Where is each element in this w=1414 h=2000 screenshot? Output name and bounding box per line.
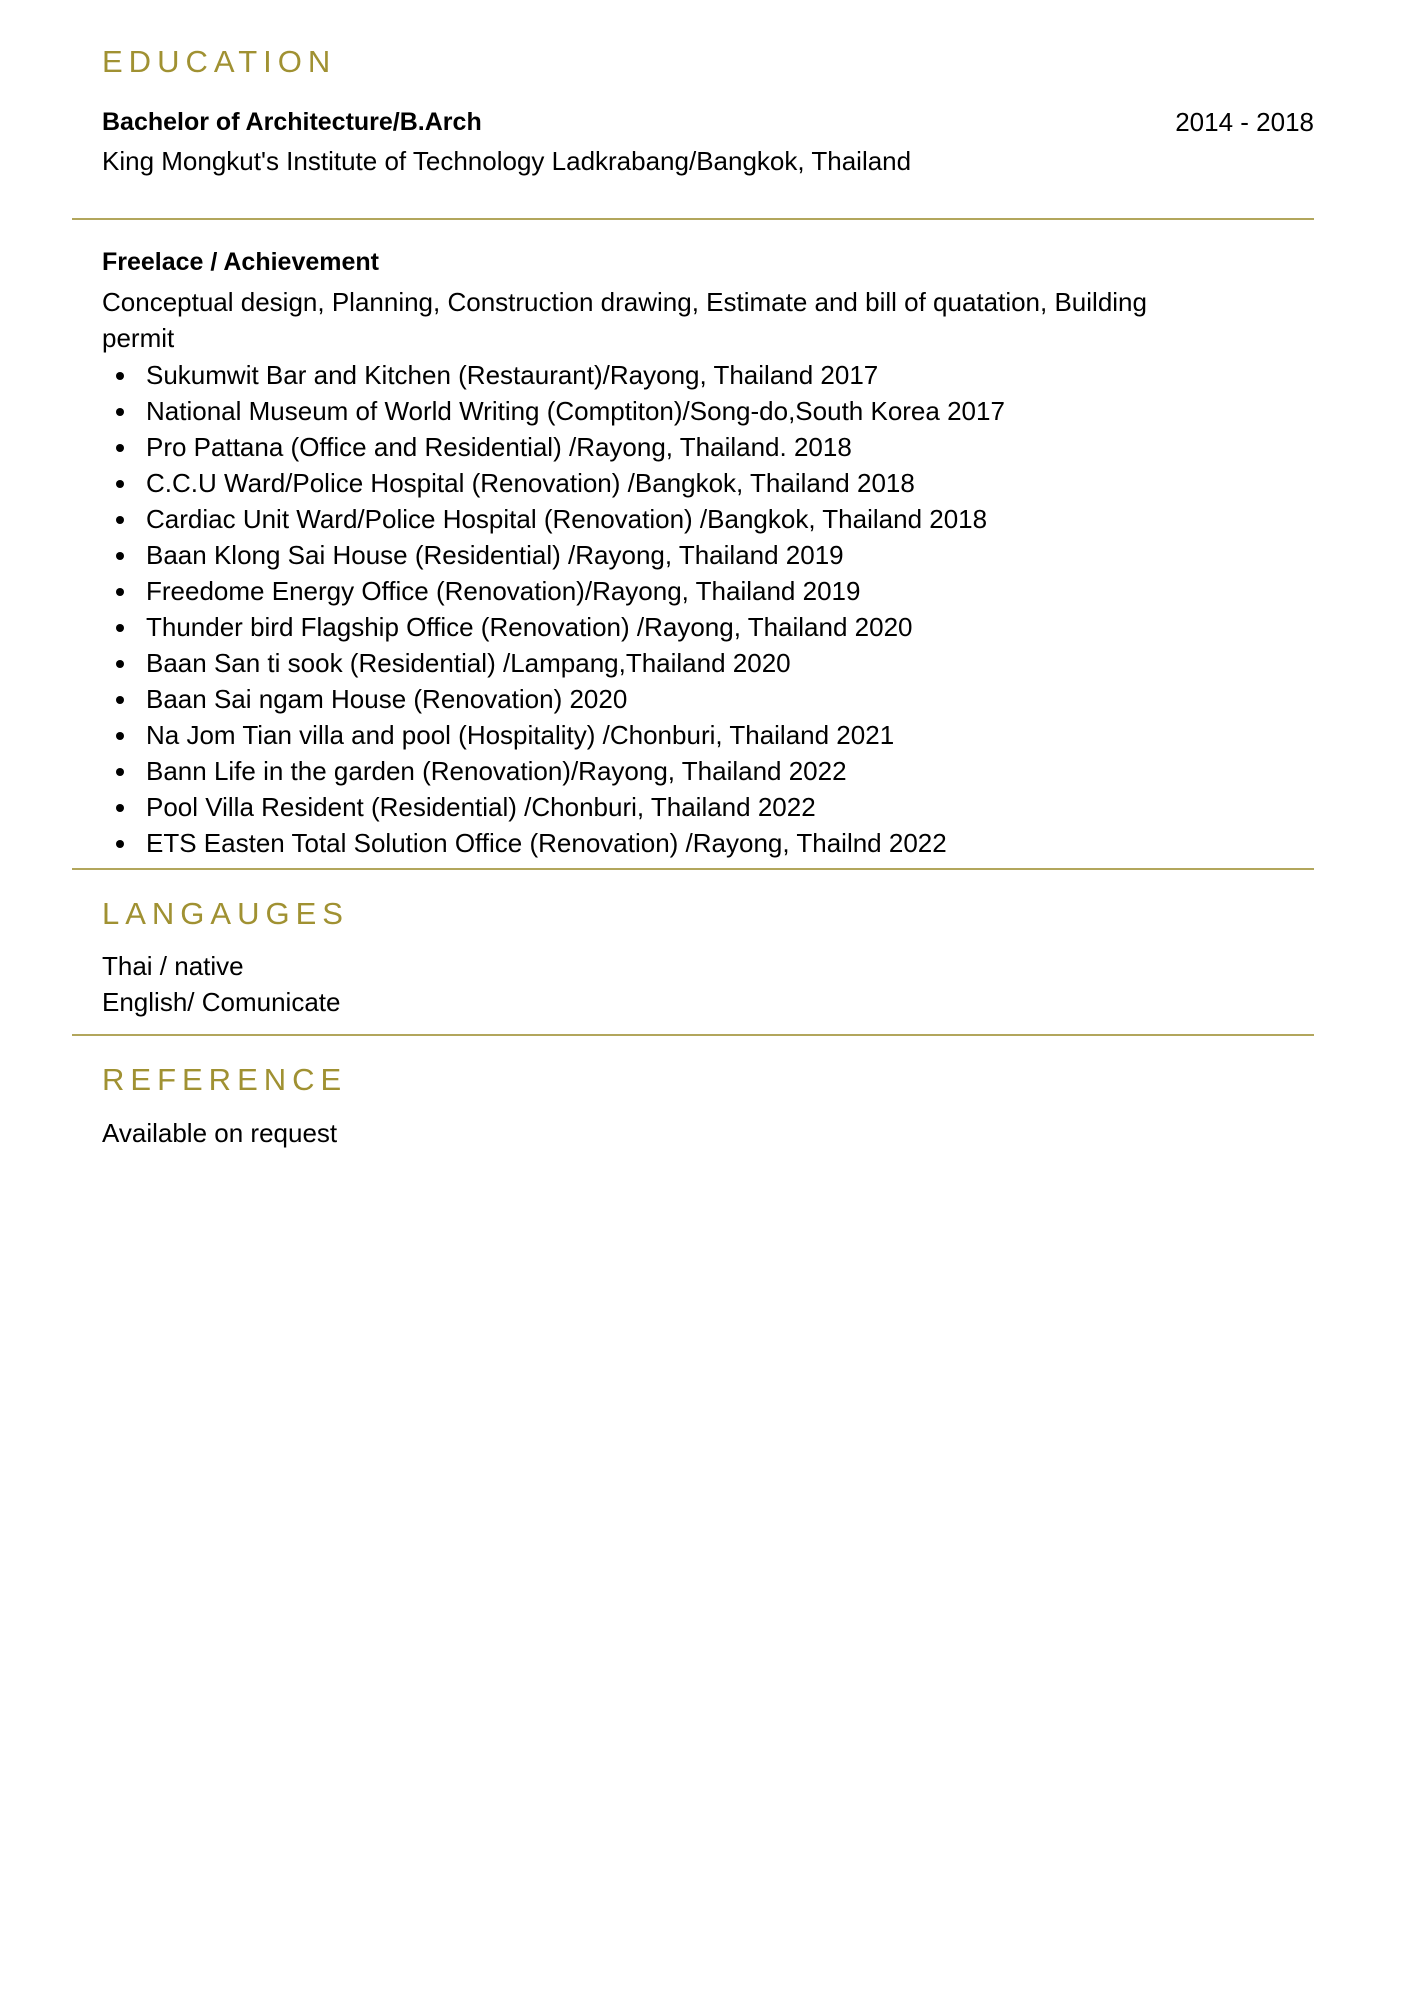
language-thai: Thai / native	[102, 951, 244, 981]
achievement-list	[102, 357, 1005, 861]
language-english: English/ Comunicate	[102, 987, 341, 1017]
list-item	[102, 393, 1005, 429]
bullet-icon	[116, 516, 124, 524]
bullet-icon	[116, 552, 124, 560]
list-item	[102, 681, 1005, 717]
section-divider	[72, 1034, 1314, 1036]
bullet-icon	[116, 840, 124, 848]
list-item	[102, 573, 1005, 609]
list-item	[102, 825, 1005, 861]
bullet-icon	[116, 696, 124, 704]
list-item-text: Baan Klong Sai House (Residential) /Rayong, Thailand 2019	[146, 540, 844, 570]
section-divider	[72, 868, 1314, 870]
list-item-text: Baan San ti sook (Residential) /Lampang,Thailand 2020	[146, 648, 791, 678]
list-item-text: Pool Villa Resident (Residential) /Chonburi, Thailand 2022	[146, 792, 816, 822]
list-item	[102, 609, 1005, 645]
freelance-description: Conceptual design, Planning, Construction drawing, Estimate and bill of quatation, Building permit	[102, 287, 1147, 353]
bullet-icon	[116, 768, 124, 776]
list-item-text: Sukumwit Bar and Kitchen (Restaurant)/Rayong, Thailand 2017	[146, 360, 879, 390]
list-item-text: Cardiac Unit Ward/Police Hospital (Renovation) /Bangkok, Thailand 2018	[146, 504, 988, 534]
freelance-title: Freelace / Achievement	[102, 248, 379, 276]
list-item	[102, 357, 1005, 393]
list-item	[102, 429, 1005, 465]
list-item	[102, 501, 1005, 537]
list-item	[102, 465, 1005, 501]
institution-name: King Mongkut's Institute of Technology Ladkrabang/Bangkok, Thailand	[102, 146, 912, 176]
education-years: 2014 - 2018	[1175, 107, 1314, 137]
list-item-text: Thunder bird Flagship Office (Renovation) /Rayong, Thailand 2020	[146, 612, 913, 642]
bullet-icon	[116, 660, 124, 668]
bullet-icon	[116, 804, 124, 812]
list-item	[102, 789, 1005, 825]
list-item	[102, 537, 1005, 573]
bullet-icon	[116, 480, 124, 488]
education-heading: EDUCATION	[102, 44, 337, 79]
section-divider	[72, 218, 1314, 220]
languages-heading: LANGAUGES	[102, 896, 349, 931]
list-item-text: Na Jom Tian villa and pool (Hospitality) /Chonburi, Thailand 2021	[146, 720, 895, 750]
list-item-text: C.C.U Ward/Police Hospital (Renovation) /Bangkok, Thailand 2018	[146, 468, 915, 498]
list-item-text: National Museum of World Writing (Comptiton)/Song-do,South Korea 2017	[146, 396, 1005, 426]
reference-text: Available on request	[102, 1118, 338, 1148]
bullet-icon	[116, 732, 124, 740]
bullet-icon	[116, 372, 124, 380]
list-item-text: ETS Easten Total Solution Office (Renovation) /Rayong, Thailnd 2022	[146, 828, 947, 858]
list-item-text: Pro Pattana (Office and Residential) /Rayong, Thailand. 2018	[146, 432, 852, 462]
bullet-icon	[116, 588, 124, 596]
list-item	[102, 753, 1005, 789]
reference-heading: REFERENCE	[102, 1062, 348, 1097]
list-item-text: Baan Sai ngam House (Renovation) 2020	[146, 684, 628, 714]
list-item	[102, 717, 1005, 753]
bullet-icon	[116, 408, 124, 416]
list-item	[102, 645, 1005, 681]
list-item-text: Bann Life in the garden (Renovation)/Rayong, Thailand 2022	[146, 756, 847, 786]
list-item-text: Freedome Energy Office (Renovation)/Rayong, Thailand 2019	[146, 576, 861, 606]
degree-title: Bachelor of Architecture/B.Arch	[102, 108, 482, 136]
bullet-icon	[116, 444, 124, 452]
bullet-icon	[116, 624, 124, 632]
